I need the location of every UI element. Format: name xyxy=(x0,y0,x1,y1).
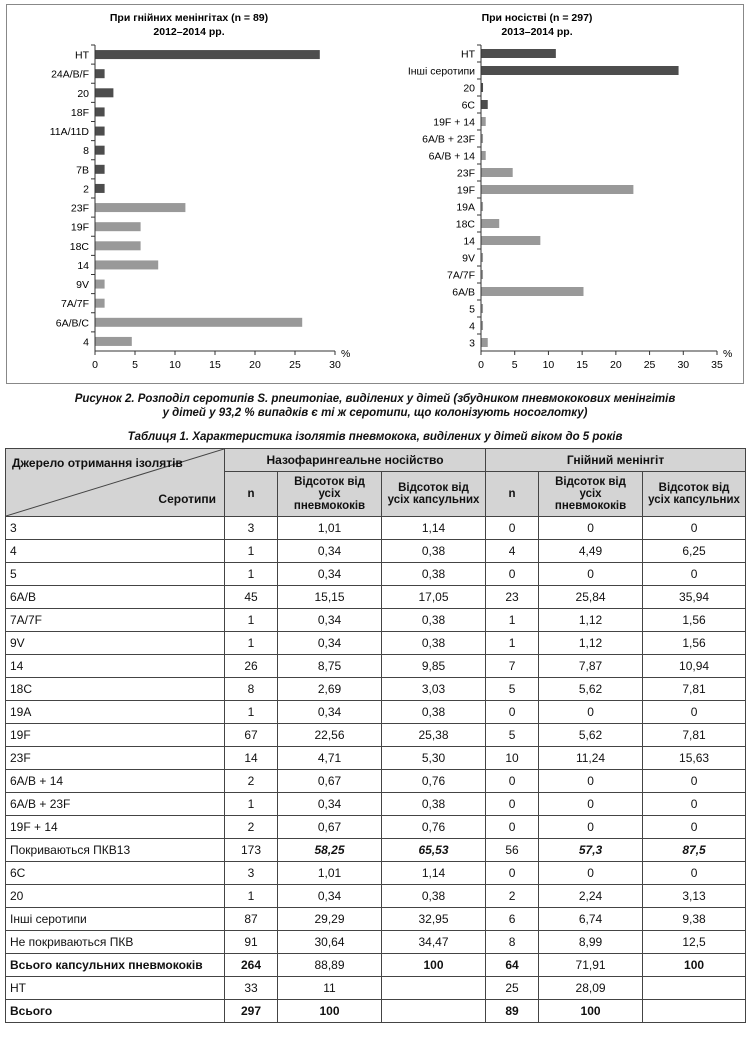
table-corner-header xyxy=(6,449,225,517)
table-cell: 10,94 xyxy=(643,655,746,678)
row-label: 20 xyxy=(6,885,225,908)
table-cell: 100 xyxy=(278,1000,382,1023)
table-cell: 3 xyxy=(225,517,278,540)
table-cell: 1,14 xyxy=(382,862,486,885)
category-label: 9V xyxy=(462,252,475,265)
x-axis-unit: % xyxy=(723,348,733,360)
table-cell: 64 xyxy=(486,954,539,977)
table-cell: 91 xyxy=(225,931,278,954)
table-cell: 0,38 xyxy=(382,609,486,632)
table-row xyxy=(6,977,746,1000)
bar xyxy=(481,287,583,296)
table-cell: 11 xyxy=(278,977,382,1000)
table-cell: 8 xyxy=(486,931,539,954)
table-cell: 0,34 xyxy=(278,885,382,908)
bar xyxy=(95,299,105,308)
category-label: 18F xyxy=(70,106,89,119)
col-header-pct-caps: Відсоток від усіх капсульних xyxy=(382,472,486,517)
table-row xyxy=(6,770,746,793)
category-label: 19F + 14 xyxy=(433,116,475,129)
table-cell: 0 xyxy=(643,701,746,724)
bar xyxy=(481,185,633,194)
table-cell: 2 xyxy=(225,770,278,793)
table-cell: 0,38 xyxy=(382,793,486,816)
row-label: 19F + 14 xyxy=(6,816,225,839)
category-label: 9V xyxy=(76,279,89,292)
table-cell: 1,12 xyxy=(539,632,643,655)
table-cell: 297 xyxy=(225,1000,278,1023)
category-label: 18C xyxy=(455,218,475,231)
x-tick-label: 5 xyxy=(511,359,518,371)
table-cell: 0 xyxy=(539,862,643,885)
table-cell: 0 xyxy=(539,816,643,839)
row-label: Всього капсульних пневмококів xyxy=(6,954,225,977)
table-cell: 1 xyxy=(486,609,539,632)
table-cell: 0 xyxy=(539,563,643,586)
table-cell: 3,03 xyxy=(382,678,486,701)
table-cell: 0 xyxy=(486,770,539,793)
table-cell: 30,64 xyxy=(278,931,382,954)
bar xyxy=(481,151,486,160)
table-cell: 26 xyxy=(225,655,278,678)
table-cell: 0 xyxy=(486,563,539,586)
table-cell: 5,62 xyxy=(539,724,643,747)
table-cell: 8,99 xyxy=(539,931,643,954)
group-header-carriage: Назофарингеальне носійство xyxy=(225,449,486,472)
table-cell: 17,05 xyxy=(382,586,486,609)
table-cell: 0,76 xyxy=(382,770,486,793)
table-cell: 2 xyxy=(486,885,539,908)
table-row xyxy=(6,517,746,540)
table-cell: 3 xyxy=(225,862,278,885)
table-cell: 2 xyxy=(225,816,278,839)
x-tick-label: 10 xyxy=(542,359,555,371)
table-cell: 1,01 xyxy=(278,517,382,540)
row-label: Не покриваються ПКВ xyxy=(6,931,225,954)
table-cell xyxy=(643,1000,746,1023)
table-cell: 57,3 xyxy=(539,839,643,862)
table-cell: 1 xyxy=(225,563,278,586)
table-cell: 1 xyxy=(225,793,278,816)
table-row xyxy=(6,540,746,563)
table-cell: 1 xyxy=(225,632,278,655)
category-label: 3 xyxy=(469,337,475,350)
bar xyxy=(481,49,556,58)
x-tick-label: 25 xyxy=(289,359,301,371)
bar xyxy=(95,127,105,136)
table-row xyxy=(6,816,746,839)
category-label: 2 xyxy=(83,183,89,196)
col-header-n: n xyxy=(486,472,539,517)
table-cell: 65,53 xyxy=(382,839,486,862)
col-header-n: n xyxy=(225,472,278,517)
x-tick-label: 15 xyxy=(576,359,588,371)
table-cell: 0 xyxy=(643,793,746,816)
table-cell: 0,38 xyxy=(382,563,486,586)
chart-meningitis xyxy=(7,5,377,383)
bar xyxy=(95,280,105,289)
bar xyxy=(95,203,185,212)
x-tick-label: 5 xyxy=(132,359,138,371)
row-label: 19A xyxy=(6,701,225,724)
table-row xyxy=(6,563,746,586)
bar xyxy=(95,165,105,174)
table-row xyxy=(6,701,746,724)
table-cell: 0 xyxy=(643,517,746,540)
caption-line-1: Рисунок 2. Розподіл серотипів S. pneumoniae, виділених у дітей (збудником пневмококових менінгітів xyxy=(74,393,676,405)
row-label: 23F xyxy=(6,747,225,770)
table-cell: 87 xyxy=(225,908,278,931)
table-cell: 2,24 xyxy=(539,885,643,908)
table-cell: 5,30 xyxy=(382,747,486,770)
category-label: 18C xyxy=(69,240,89,253)
chart-subtitle: 2012–2014 рр. xyxy=(153,26,225,38)
category-label: 20 xyxy=(463,82,475,95)
caption-line-2: у дітей у 93,2 % випадків є ті ж серотипи, що колонізують носоглотку) xyxy=(162,407,588,419)
table-cell: 0 xyxy=(486,793,539,816)
row-label: 14 xyxy=(6,655,225,678)
table-cell: 2,69 xyxy=(278,678,382,701)
table-row xyxy=(6,655,746,678)
corner-serotypes-label: Серотипи xyxy=(158,492,216,506)
table-row xyxy=(6,586,746,609)
table-cell: 1 xyxy=(225,701,278,724)
table-cell: 87,5 xyxy=(643,839,746,862)
col-header-pct-all: Відсоток від усіх пневмококів xyxy=(278,472,382,517)
row-label: Всього xyxy=(6,1000,225,1023)
table-cell: 12,5 xyxy=(643,931,746,954)
table-cell: 0 xyxy=(643,816,746,839)
table-cell: 264 xyxy=(225,954,278,977)
table-cell: 100 xyxy=(539,1000,643,1023)
table-row xyxy=(6,632,746,655)
x-tick-label: 30 xyxy=(329,359,341,371)
table-cell: 7 xyxy=(486,655,539,678)
table-cell: 25,38 xyxy=(382,724,486,747)
table-cell: 0,38 xyxy=(382,885,486,908)
table-cell: 11,24 xyxy=(539,747,643,770)
table-row xyxy=(6,908,746,931)
table-cell: 9,85 xyxy=(382,655,486,678)
x-tick-label: 20 xyxy=(610,359,622,371)
category-label: 24A/B/F xyxy=(51,68,89,81)
table-cell: 7,87 xyxy=(539,655,643,678)
corner-source-label: Джерело отримання ізолятів xyxy=(12,456,183,470)
table-cell: 71,91 xyxy=(539,954,643,977)
row-label: 19F xyxy=(6,724,225,747)
table-cell: 1,01 xyxy=(278,862,382,885)
bar xyxy=(481,117,486,126)
table-row xyxy=(6,724,746,747)
category-label: 23F xyxy=(456,167,475,180)
table-row xyxy=(6,839,746,862)
row-label: 9V xyxy=(6,632,225,655)
table-cell: 0,38 xyxy=(382,632,486,655)
table-row xyxy=(6,931,746,954)
table-cell: 0 xyxy=(486,517,539,540)
row-label: Інші серотипи xyxy=(6,908,225,931)
table-cell: 25 xyxy=(486,977,539,1000)
table-cell: 3,13 xyxy=(643,885,746,908)
category-label: 14 xyxy=(463,235,475,248)
table-cell: 0,67 xyxy=(278,770,382,793)
table-cell: 25,84 xyxy=(539,586,643,609)
table-title: Таблиця 1. Характеристика ізолятів пневмокока, виділених у дітей віком до 5 років xyxy=(127,431,623,443)
row-label: 4 xyxy=(6,540,225,563)
table-row xyxy=(6,1000,746,1023)
category-label: 7A/7F xyxy=(60,298,89,311)
table-cell: 29,29 xyxy=(278,908,382,931)
table-cell: 14 xyxy=(225,747,278,770)
table-cell: 0 xyxy=(539,701,643,724)
table-row xyxy=(6,609,746,632)
table-cell: 0,76 xyxy=(382,816,486,839)
category-label: 7B xyxy=(76,164,89,177)
figure-caption xyxy=(20,392,730,420)
table-cell: 0 xyxy=(643,862,746,885)
row-label: 6A/B + 23F xyxy=(6,793,225,816)
table-cell: 0,34 xyxy=(278,563,382,586)
table-body xyxy=(6,517,746,1023)
bar xyxy=(95,318,302,327)
bar xyxy=(481,338,488,347)
table-cell: 1 xyxy=(486,632,539,655)
table-cell: 7,81 xyxy=(643,724,746,747)
table-cell: 4 xyxy=(486,540,539,563)
col-header-pct-caps: Відсоток від усіх капсульних xyxy=(643,472,746,517)
table-cell: 0 xyxy=(486,701,539,724)
table-cell: 5 xyxy=(486,724,539,747)
table-cell: 58,25 xyxy=(278,839,382,862)
table-row xyxy=(6,862,746,885)
category-label: НТ xyxy=(461,48,475,61)
chart-subtitle: 2013–2014 рр. xyxy=(501,26,573,38)
table-cell: 5 xyxy=(486,678,539,701)
bar xyxy=(95,222,141,231)
x-axis-unit: % xyxy=(341,348,351,360)
category-label: 8 xyxy=(83,145,89,158)
table-cell: 22,56 xyxy=(278,724,382,747)
table-cell: 0 xyxy=(539,793,643,816)
table-cell: 0 xyxy=(643,770,746,793)
table-cell: 1 xyxy=(225,540,278,563)
table-cell xyxy=(382,977,486,1000)
category-label: 20 xyxy=(77,87,89,100)
table-cell: 67 xyxy=(225,724,278,747)
category-label: 19A xyxy=(456,201,475,214)
table-cell: 23 xyxy=(486,586,539,609)
table-cell: 28,09 xyxy=(539,977,643,1000)
row-label: 5 xyxy=(6,563,225,586)
category-label: 19F xyxy=(70,221,89,234)
bar xyxy=(95,69,105,78)
row-label: Покриваються ПКВ13 xyxy=(6,839,225,862)
row-label: 18C xyxy=(6,678,225,701)
table-cell: 89 xyxy=(486,1000,539,1023)
table-cell: 0,34 xyxy=(278,793,382,816)
x-tick-label: 10 xyxy=(169,359,181,371)
category-label: 7A/7F xyxy=(446,269,475,282)
table-cell: 8,75 xyxy=(278,655,382,678)
bar xyxy=(95,241,141,250)
row-label: 7A/7F xyxy=(6,609,225,632)
table-cell: 32,95 xyxy=(382,908,486,931)
table-cell: 35,94 xyxy=(643,586,746,609)
bar xyxy=(95,50,320,59)
table-cell: 0,38 xyxy=(382,540,486,563)
x-tick-label: 0 xyxy=(478,359,484,371)
table-cell: 0 xyxy=(486,862,539,885)
table-cell: 7,81 xyxy=(643,678,746,701)
table-cell: 0,38 xyxy=(382,701,486,724)
table-cell: 6,74 xyxy=(539,908,643,931)
bar xyxy=(95,184,105,193)
table-cell: 6 xyxy=(486,908,539,931)
category-label: 6A/B + 23F xyxy=(422,133,475,146)
row-label: 6A/B + 14 xyxy=(6,770,225,793)
table-cell: 173 xyxy=(225,839,278,862)
table-cell: 1 xyxy=(225,609,278,632)
bar xyxy=(481,236,540,245)
table-cell xyxy=(643,977,746,1000)
category-label: 11A/11D xyxy=(49,126,89,139)
table-cell xyxy=(382,1000,486,1023)
table-cell: 4,71 xyxy=(278,747,382,770)
bar xyxy=(481,100,488,109)
table-cell: 1,56 xyxy=(643,632,746,655)
bar xyxy=(481,219,499,228)
table-cell: 4,49 xyxy=(539,540,643,563)
table-cell: 0,34 xyxy=(278,632,382,655)
x-tick-label: 25 xyxy=(643,359,656,371)
category-label: 14 xyxy=(77,259,89,272)
bar xyxy=(95,260,158,269)
table-cell: 0,34 xyxy=(278,540,382,563)
chart-title: При носістві (n = 297) xyxy=(481,12,593,24)
bar xyxy=(95,146,105,155)
category-label: 23F xyxy=(70,202,89,215)
chart-title: При гнійних менінгітах (n = 89) xyxy=(109,12,269,24)
table-cell: 45 xyxy=(225,586,278,609)
bar xyxy=(481,66,679,75)
table-cell: 10 xyxy=(486,747,539,770)
table-cell: 100 xyxy=(382,954,486,977)
table-cell: 9,38 xyxy=(643,908,746,931)
category-label: 6A/B/C xyxy=(55,317,89,330)
table-cell: 0 xyxy=(486,816,539,839)
table-cell: 0 xyxy=(539,770,643,793)
table-cell: 88,89 xyxy=(278,954,382,977)
table-cell: 1 xyxy=(225,885,278,908)
row-label: 3 xyxy=(6,517,225,540)
table-cell: 15,15 xyxy=(278,586,382,609)
category-label: 6C xyxy=(461,99,475,112)
table-cell: 1,56 xyxy=(643,609,746,632)
table-cell: 0,34 xyxy=(278,701,382,724)
serotype-table xyxy=(5,448,746,1023)
category-label: 6A/B + 14 xyxy=(428,150,475,163)
table-cell: 5,62 xyxy=(539,678,643,701)
table-row xyxy=(6,954,746,977)
category-label: 5 xyxy=(469,303,475,316)
table-row xyxy=(6,793,746,816)
category-label: НТ xyxy=(75,49,89,62)
table-cell: 0 xyxy=(643,563,746,586)
col-header-pct-all: Відсоток від усіх пневмококів xyxy=(539,472,643,517)
bar xyxy=(481,168,513,177)
table-row xyxy=(6,885,746,908)
category-label: 4 xyxy=(83,336,89,349)
table-cell: 1,14 xyxy=(382,517,486,540)
x-tick-label: 0 xyxy=(92,359,98,371)
category-label: 4 xyxy=(469,320,475,333)
x-tick-label: 30 xyxy=(677,359,690,371)
row-label: 6C xyxy=(6,862,225,885)
category-label: Інші серотипи xyxy=(407,65,475,78)
bar xyxy=(95,337,132,346)
chart-carriage xyxy=(377,5,743,383)
group-header-meningitis: Гнійний менінгіт xyxy=(486,449,746,472)
row-label: 6A/B xyxy=(6,586,225,609)
table-row xyxy=(6,747,746,770)
x-tick-label: 15 xyxy=(209,359,221,371)
table-cell: 15,63 xyxy=(643,747,746,770)
row-label: НТ xyxy=(6,977,225,1000)
category-label: 19F xyxy=(456,184,475,197)
category-label: 6A/B xyxy=(452,286,475,299)
table-cell: 1,12 xyxy=(539,609,643,632)
table-cell: 100 xyxy=(643,954,746,977)
table-cell: 0,34 xyxy=(278,609,382,632)
table-cell: 34,47 xyxy=(382,931,486,954)
figure-frame xyxy=(6,4,744,384)
x-tick-label: 20 xyxy=(249,359,261,371)
table-cell: 6,25 xyxy=(643,540,746,563)
table-cell: 33 xyxy=(225,977,278,1000)
table-row xyxy=(6,678,746,701)
x-tick-label: 35 xyxy=(711,359,723,371)
table-cell: 56 xyxy=(486,839,539,862)
table-cell: 0,67 xyxy=(278,816,382,839)
table-cell: 8 xyxy=(225,678,278,701)
bar xyxy=(95,107,105,116)
bar xyxy=(95,88,113,97)
table-cell: 0 xyxy=(539,517,643,540)
